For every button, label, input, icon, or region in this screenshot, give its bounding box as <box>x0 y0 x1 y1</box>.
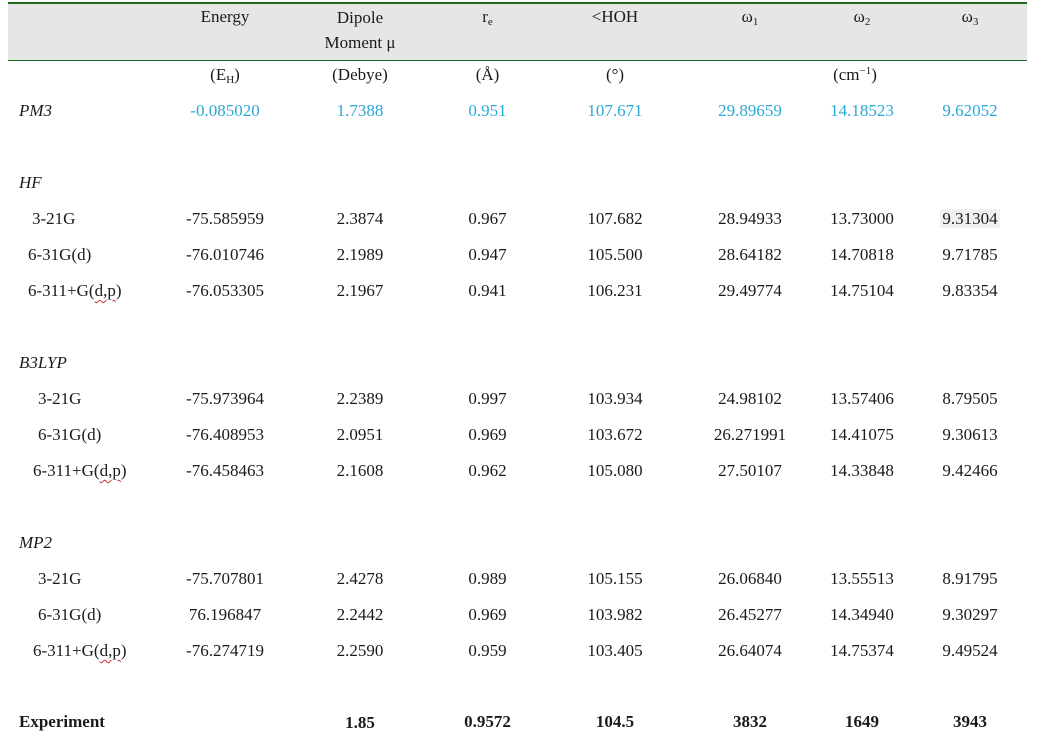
value-omega3-highlighted <box>920 207 1020 231</box>
basis-label: 3-21G <box>38 389 82 408</box>
header-re <box>445 5 530 29</box>
value-energy: 76.196847 <box>188 605 262 624</box>
unit-energy-sub: H <box>226 74 235 86</box>
value-omega1: 26.64074 <box>718 641 782 660</box>
value-omega2: 14.70818 <box>830 245 894 264</box>
value-energy: -76.458463 <box>186 461 264 480</box>
value-omega1: 28.94933 <box>718 209 782 228</box>
value-dipole: 2.1989 <box>336 245 384 264</box>
basis-label: 6-31G(d) <box>38 425 102 444</box>
value-energy: -75.973964 <box>186 389 264 408</box>
value-angle: 103.934 <box>587 389 643 408</box>
value-omega3: 9.30613 <box>942 425 998 444</box>
value-angle: 105.155 <box>587 569 643 588</box>
pm3-omega3: 9.62052 <box>942 101 998 120</box>
header-re-main: r <box>482 7 488 26</box>
basis-label: 6-311+G(d,p) <box>28 281 122 300</box>
value-angle: 103.982 <box>587 605 643 624</box>
basis-label: 6-31G(d) <box>38 605 102 624</box>
value-dipole: 2.1967 <box>336 281 384 300</box>
value-omega3: 9.49524 <box>942 641 998 660</box>
highlighted-cell-text: 9.31304 <box>942 209 998 228</box>
unit-re: (Å) <box>475 65 500 84</box>
value-omega2: 14.34940 <box>830 605 894 624</box>
spellcheck-underline: d,p <box>99 641 121 660</box>
header-re-sub: e <box>487 16 493 28</box>
header-omega2-symbol: ω <box>853 7 865 26</box>
value-omega1: 24.98102 <box>718 389 782 408</box>
value-angle: 106.231 <box>587 281 643 300</box>
value-re: 0.997 <box>468 389 507 408</box>
unit-energy <box>170 63 280 87</box>
header-omega1 <box>700 5 800 29</box>
value-energy: -76.010746 <box>186 245 264 264</box>
value-omega3: 9.30297 <box>942 605 998 624</box>
value-dipole: 2.2590 <box>336 641 384 660</box>
value-re: 0.967 <box>468 209 507 228</box>
value-angle: 105.080 <box>587 461 643 480</box>
pm3-dipole: 1.7388 <box>336 101 384 120</box>
header-omega1-symbol: ω <box>741 7 753 26</box>
value-omega2: 14.41075 <box>830 425 894 444</box>
value-re: 0.962 <box>468 461 507 480</box>
header-omega1-sub: 1 <box>752 16 759 28</box>
basis-label: 3-21G <box>32 209 76 228</box>
value-omega1: 27.50107 <box>718 461 782 480</box>
value-omega2: 14.75104 <box>830 281 894 300</box>
value-omega2: 13.55513 <box>830 569 894 588</box>
value-omega3: 9.83354 <box>942 281 998 300</box>
pm3-omega2: 14.18523 <box>830 101 894 120</box>
value-energy: -76.274719 <box>186 641 264 660</box>
value-omega2: 14.75374 <box>830 641 894 660</box>
pm3-re: 0.951 <box>468 101 507 120</box>
header-dipole-line2: Moment μ <box>324 33 396 52</box>
method-label-b3lyp: B3LYP <box>19 353 67 372</box>
header-omega3 <box>920 5 1020 29</box>
value-omega3: 9.71785 <box>942 245 998 264</box>
experiment-re: 0.9572 <box>464 712 511 731</box>
header-omega3-symbol: ω <box>961 7 973 26</box>
value-omega3: 9.42466 <box>942 461 998 480</box>
unit-frequency <box>795 63 915 87</box>
value-omega3: 8.91795 <box>942 569 998 588</box>
value-re: 0.969 <box>468 425 507 444</box>
value-angle: 103.672 <box>587 425 643 444</box>
value-omega2: 13.57406 <box>830 389 894 408</box>
unit-energy-close: ) <box>234 65 240 84</box>
basis-label: 3-21G <box>38 569 82 588</box>
pm3-angle: 107.671 <box>587 101 643 120</box>
header-omega3-sub: 3 <box>972 16 979 28</box>
header-hoh: <HOH <box>591 7 639 26</box>
unit-frequency-sup: −1 <box>859 65 872 77</box>
basis-label: 6-31G(d) <box>28 245 92 264</box>
value-dipole: 2.1608 <box>336 461 384 480</box>
value-omega1: 26.45277 <box>718 605 782 624</box>
value-dipole: 2.2442 <box>336 605 384 624</box>
unit-angle: (°) <box>605 65 625 84</box>
value-re: 0.989 <box>468 569 507 588</box>
value-omega1: 28.64182 <box>718 245 782 264</box>
pm3-omega1: 29.89659 <box>718 101 782 120</box>
unit-frequency-open: (cm <box>833 65 860 84</box>
value-omega1: 29.49774 <box>718 281 782 300</box>
header-energy: Energy <box>200 7 250 26</box>
value-energy: -76.053305 <box>186 281 264 300</box>
value-omega2: 14.33848 <box>830 461 894 480</box>
value-re: 0.947 <box>468 245 507 264</box>
method-label-pm3: PM3 <box>19 101 53 120</box>
header-omega2-sub: 2 <box>864 16 871 28</box>
value-re: 0.959 <box>468 641 507 660</box>
value-omega3: 8.79505 <box>942 389 998 408</box>
value-angle: 107.682 <box>587 209 643 228</box>
value-re: 0.941 <box>468 281 507 300</box>
table-header-rule <box>8 60 1027 61</box>
value-energy: -75.585959 <box>186 209 264 228</box>
experiment-label: Experiment <box>19 712 105 731</box>
method-label-mp2: MP2 <box>19 533 53 552</box>
experiment-omega2: 1649 <box>845 712 879 731</box>
value-dipole: 2.0951 <box>336 425 384 444</box>
basis-label: 6-311+G(d,p) <box>33 641 127 660</box>
value-dipole: 2.3874 <box>336 209 384 228</box>
experiment-omega3: 3943 <box>953 712 987 731</box>
method-label-hf: HF <box>19 173 42 192</box>
value-omega1: 26.06840 <box>718 569 782 588</box>
experiment-dipole: 1.85 <box>345 713 375 732</box>
value-angle: 103.405 <box>587 641 643 660</box>
spellcheck-underline: d,p <box>94 281 116 300</box>
pm3-energy: -0.085020 <box>190 101 260 120</box>
value-re: 0.969 <box>468 605 507 624</box>
header-dipole <box>300 5 420 55</box>
unit-dipole: (Debye) <box>332 65 388 84</box>
basis-label: 6-311+G(d,p) <box>33 461 127 480</box>
value-dipole: 2.2389 <box>336 389 384 408</box>
unit-energy-open: (E <box>210 65 227 84</box>
value-energy: -75.707801 <box>186 569 264 588</box>
experiment-omega1: 3832 <box>733 712 767 731</box>
value-angle: 105.500 <box>587 245 643 264</box>
experiment-angle: 104.5 <box>595 712 635 731</box>
unit-frequency-close: ) <box>871 65 877 84</box>
spellcheck-underline: d,p <box>99 461 121 480</box>
value-omega1: 26.271991 <box>713 425 787 444</box>
value-dipole: 2.4278 <box>336 569 384 588</box>
header-omega2 <box>812 5 912 29</box>
header-dipole-line1: Dipole <box>336 8 384 27</box>
value-energy: -76.408953 <box>186 425 264 444</box>
value-omega2: 13.73000 <box>830 209 894 228</box>
